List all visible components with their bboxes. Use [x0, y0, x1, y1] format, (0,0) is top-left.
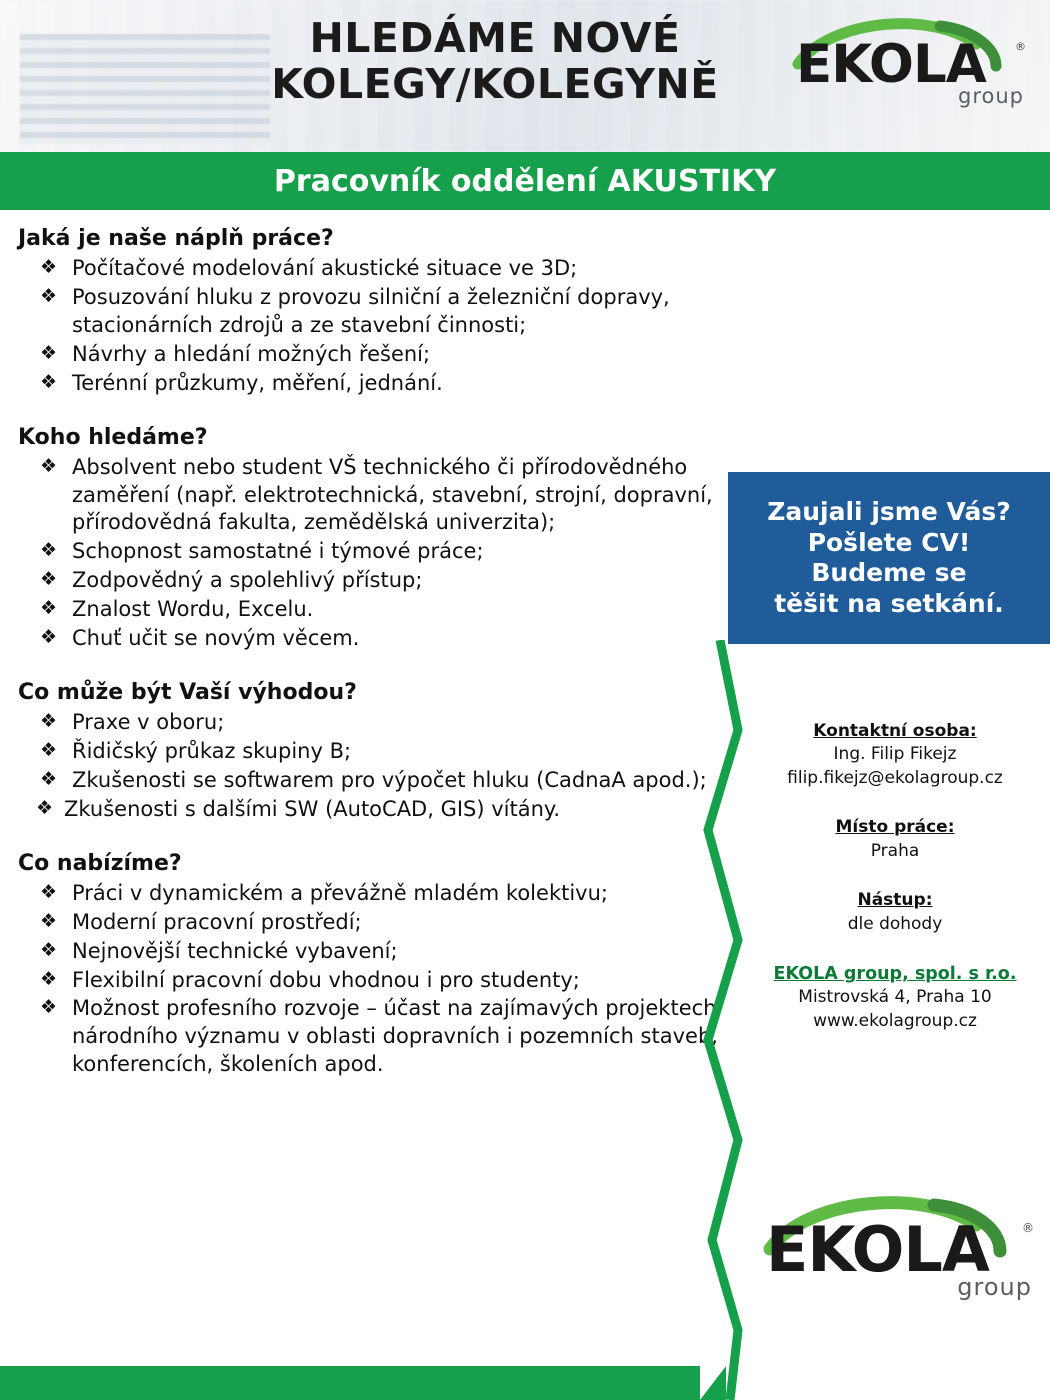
list-item-text: Zkušenosti s dalšími SW (AutoCAD, GIS) vítány.: [64, 796, 561, 821]
list-item-text: Možnost profesního rozvoje – účast na zajímavých projektech národního významu v oblasti dopravních i pozemních staveb, konferencích, školeních apod.: [72, 996, 718, 1077]
cv-box-line4: těšit na setkání.: [774, 588, 1004, 618]
list-item-text: Počítačové modelování akustické situace ve 3D;: [72, 256, 578, 280]
list-item-text: Návrhy a hledání možných řešení;: [72, 341, 431, 366]
list-item: [18, 454, 748, 538]
contact-person-block: [740, 720, 1050, 790]
list-item: [18, 341, 748, 369]
bullet-icon: ❖: [40, 256, 58, 278]
footer-green-bar: [0, 1366, 700, 1400]
start-date-label: Nástup:: [857, 890, 933, 911]
bullet-icon: ❖: [40, 909, 58, 932]
section-co-nabizime: [18, 851, 748, 1079]
position-title: Pracovník oddělení AKUSTIKY: [273, 163, 777, 199]
bullet-icon: ❖: [40, 597, 58, 620]
list-item: [18, 596, 748, 624]
section-naplne-prace: [18, 226, 748, 398]
list-item: [18, 767, 748, 795]
footer-green-bar-corner: [700, 1366, 726, 1400]
page-title-line1: HLEDÁME NOVÉ: [309, 14, 681, 62]
section-heading: Co může být Vaší výhodou?: [18, 680, 357, 706]
spacer: [18, 825, 748, 851]
section-bullet-list: [18, 880, 748, 1079]
registered-trademark-icon: ®: [1022, 1221, 1034, 1235]
bullet-icon: ❖: [40, 341, 58, 364]
section-heading: Jaká je naše náplň práce?: [18, 226, 334, 251]
start-date-value: dle dohody: [847, 913, 943, 934]
list-item-text: Řidičský průkaz skupiny B;: [72, 738, 352, 763]
bullet-icon: ❖: [40, 967, 58, 990]
workplace-value: Praha: [870, 840, 920, 861]
list-item: [18, 284, 748, 340]
bullet-icon: ❖: [40, 710, 58, 733]
bullet-icon: ❖: [40, 370, 58, 393]
bullet-icon: ❖: [40, 738, 58, 761]
list-item-text: Zkušenosti se softwarem pro výpočet hluku (CadnaA apod.);: [72, 767, 707, 792]
ekola-swoosh-icon: [760, 1195, 1040, 1277]
bullet-icon: ❖: [36, 796, 54, 819]
section-koho-hledame: [18, 425, 748, 653]
bullet-icon: ❖: [40, 568, 58, 591]
section-bullet-list: [18, 454, 748, 653]
list-item: [18, 538, 748, 566]
list-item: [18, 255, 748, 283]
cv-call-to-action-box: [728, 472, 1050, 644]
list-item-text: Flexibilní pracovní dobu vhodnou i pro studenty;: [72, 967, 580, 992]
list-item-text: Práci v dynamickém a převážně mladém kolektivu;: [72, 880, 608, 905]
section-vyhody: [18, 680, 748, 824]
start-date-block: [740, 889, 1050, 936]
company-name: EKOLA group, spol. s r.o.: [773, 964, 1017, 985]
company-website[interactable]: www.ekolagroup.cz: [813, 1010, 977, 1031]
bullet-icon: ❖: [40, 996, 58, 1019]
list-item: [18, 738, 748, 766]
bullet-icon: ❖: [40, 767, 58, 790]
section-bullet-list: [18, 255, 748, 398]
list-item-text: Praxe v oboru;: [72, 710, 225, 735]
ekola-logo-footer: [760, 1195, 1040, 1325]
job-description-content: [18, 226, 748, 1080]
page-title: [215, 16, 775, 108]
bullet-icon: ❖: [40, 284, 58, 307]
list-item: [18, 709, 748, 737]
spacer: [18, 654, 748, 680]
company-block: [740, 962, 1050, 1033]
list-item: [18, 909, 748, 937]
list-item-text: Moderní pracovní prostředí;: [72, 909, 362, 934]
list-item-text: Schopnost samostatné i týmové práce;: [72, 539, 484, 564]
section-bullet-list: [18, 709, 748, 824]
ekola-logo-text: EKOLA: [796, 34, 986, 88]
bullet-icon: ❖: [40, 539, 58, 562]
bullet-icon: ❖: [40, 626, 58, 649]
list-item-text: Zodpovědný a spolehlivý přístup;: [72, 568, 423, 593]
list-item-text: Terénní průzkumy, měření, jednání.: [72, 370, 443, 395]
ekola-swoosh-icon: [790, 18, 1030, 88]
list-item-text: Znalost Wordu, Excelu.: [72, 597, 314, 622]
cv-box-line1: Zaujali jsme Vás?: [767, 497, 1011, 526]
cv-box-line3: Budeme se: [811, 558, 967, 587]
registered-trademark-icon: ®: [1015, 40, 1026, 53]
contact-person-label: Kontaktní osoba:: [813, 721, 977, 741]
ekola-logo-subtitle: group: [957, 1273, 1032, 1301]
list-item: [18, 625, 748, 653]
page-title-line2: KOLEGY/KOLEGYNĚ: [271, 59, 719, 108]
ekola-logo-text: EKOLA: [766, 1213, 989, 1277]
spacer: [18, 399, 748, 425]
bullet-icon: ❖: [40, 454, 58, 477]
contact-info-panel: [740, 720, 1050, 1033]
list-item: [18, 370, 748, 398]
workplace-label: Místo práce:: [835, 817, 955, 838]
list-item: [18, 967, 748, 995]
ekola-logo-header: [790, 18, 1030, 130]
list-item: [18, 796, 748, 824]
bullet-icon: ❖: [40, 880, 58, 903]
ekola-logo-subtitle: group: [958, 84, 1024, 108]
list-item-text: Posuzování hluku z provozu silniční a železniční dopravy, stacionárních zdrojů a ze stavební činnosti;: [72, 284, 670, 337]
list-item: [18, 938, 748, 966]
list-item-text: Chuť učit se novým věcem.: [72, 626, 360, 651]
list-item: [18, 995, 748, 1079]
list-item: [18, 880, 748, 908]
contact-person-name: Ing. Filip Fikejz: [833, 744, 957, 765]
position-title-bar: [0, 152, 1050, 210]
cv-box-line2: Pošlete CV!: [807, 527, 971, 557]
workplace-block: [740, 816, 1050, 863]
section-heading: Koho hledáme?: [18, 424, 208, 450]
bullet-icon: ❖: [40, 938, 58, 961]
contact-person-email[interactable]: filip.fikejz@ekolagroup.cz: [787, 767, 1003, 788]
list-item-text: Absolvent nebo student VŠ technického či přírodovědného zaměření (např. elektrotechnická, stavební, strojní, dopravní, přírodovědná fakulta, zemědělská univerzita);: [72, 454, 713, 535]
list-item: [18, 567, 748, 595]
list-item-text: Nejnovější technické vybavení;: [72, 938, 398, 963]
section-heading: Co nabízíme?: [18, 850, 182, 876]
company-address: Mistrovská 4, Praha 10: [798, 987, 992, 1008]
